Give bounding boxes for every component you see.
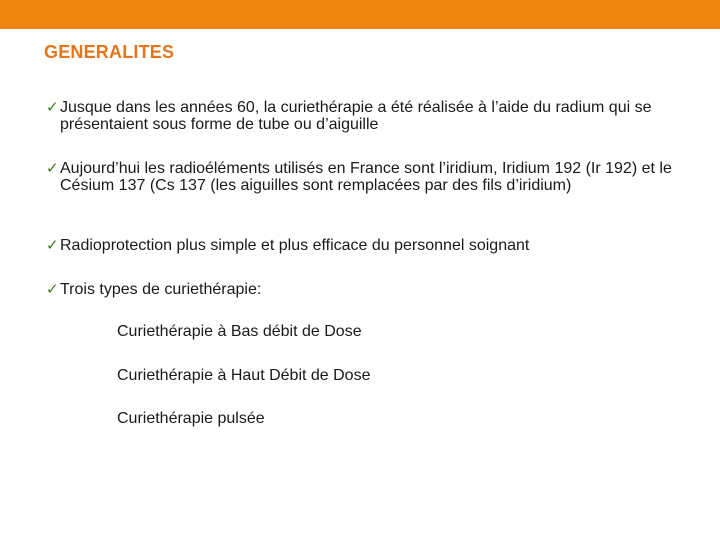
bullet-item — [46, 237, 686, 254]
checkmark-icon: ✓ — [46, 98, 59, 116]
slide-title: GENERALITES — [44, 42, 175, 62]
bullet-text: Aujourd’hui les radioéléments utilisés en France sont l’iridium, Iridium 192 (Ir 192) et le Césium 137 (Cs 137 (les aiguilles sont remplacées par des fils d’iridium) — [60, 160, 672, 194]
sub-item-high-dose-rate: Curiethérapie à Haut Débit de Dose — [117, 367, 371, 384]
bullet-item — [46, 160, 686, 194]
bullet-text: Trois types de curiethérapie: — [60, 281, 262, 298]
bullet-text: Radioprotection plus simple et plus efficace du personnel soignant — [60, 237, 530, 254]
checkmark-icon: ✓ — [46, 159, 59, 177]
header-bar — [0, 0, 720, 29]
checkmark-icon: ✓ — [46, 236, 59, 254]
sub-item-low-dose-rate: Curiethérapie à Bas débit de Dose — [117, 323, 362, 340]
bullet-item — [46, 99, 686, 133]
bullet-text: Jusque dans les années 60, la curiethérapie a été réalisée à l’aide du radium qui se présentaient sous forme de tube ou d’aiguille — [60, 99, 652, 133]
bullet-item — [46, 281, 686, 298]
sub-item-pulsed: Curiethérapie pulsée — [117, 410, 265, 427]
checkmark-icon: ✓ — [46, 280, 59, 298]
